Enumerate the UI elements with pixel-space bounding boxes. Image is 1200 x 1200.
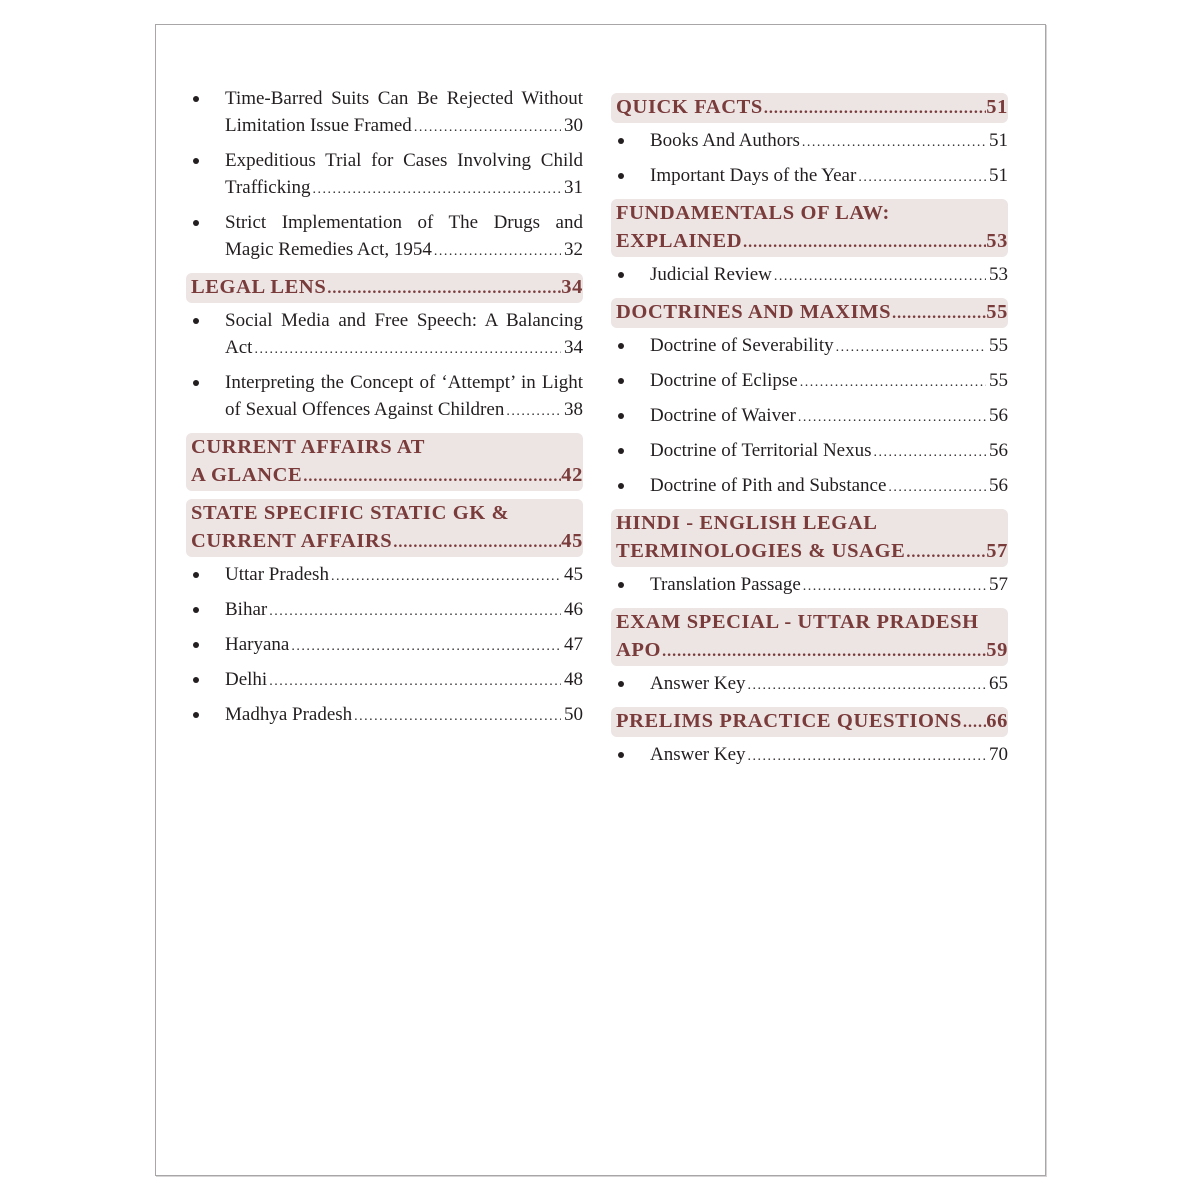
- entry-leader-line: [191, 527, 583, 557]
- bullet-icon: [618, 483, 624, 489]
- toc-section-doctrines-and-maxims[interactable]: [611, 298, 1008, 328]
- toc-entry-delhi[interactable]: [191, 666, 583, 695]
- entry-leader-line: [225, 666, 583, 695]
- page-number: 30: [564, 115, 583, 136]
- toc-entry-uttar-pradesh[interactable]: [191, 561, 583, 590]
- toc-section-state-specific-static-gk-current-affairs[interactable]: [186, 499, 583, 557]
- page-number: 59: [986, 639, 1008, 661]
- entry-leader-line: [616, 636, 1008, 666]
- entry-title: DOCTRINES AND MAXIMS: [616, 301, 892, 323]
- toc-entry-doctrine-of-pith-and-substance[interactable]: [616, 472, 1008, 501]
- toc-section-prelims-practice-questions[interactable]: [611, 707, 1008, 737]
- page-number: 46: [564, 599, 583, 620]
- entry-title-line: HINDI - ENGLISH LEGAL: [616, 512, 878, 534]
- entry-leader-line: [616, 537, 1008, 567]
- entry-leader-line: [225, 596, 583, 625]
- entry-title: Bihar: [225, 599, 268, 620]
- bullet-icon: [193, 220, 199, 226]
- toc-section-legal-lens[interactable]: [186, 273, 583, 303]
- entry-title: Uttar Pradesh: [225, 564, 329, 585]
- dot-leader: [858, 164, 986, 191]
- bullet-icon: [193, 318, 199, 324]
- dot-leader: [803, 573, 986, 600]
- page-number: 53: [989, 264, 1008, 285]
- page-number: 55: [986, 301, 1008, 323]
- entry-leader-line: [650, 670, 1008, 699]
- entry-title: Answer Key: [650, 744, 746, 765]
- dot-leader: [800, 369, 986, 396]
- entry-title: Magic Remedies Act, 1954: [225, 239, 432, 260]
- bullet-icon: [618, 448, 624, 454]
- toc-entry-time-barred-suits-can-be-rejected-without-limitation-issue-framed[interactable]: [191, 85, 583, 141]
- entry-title: Doctrine of Territorial Nexus: [650, 440, 872, 461]
- dot-leader: [331, 563, 561, 590]
- entry-leader-line: [650, 332, 1008, 361]
- bullet-icon: [618, 378, 624, 384]
- page-number: 42: [561, 464, 583, 486]
- toc-entry-books-and-authors[interactable]: [616, 127, 1008, 156]
- entry-title: Important Days of the Year: [650, 165, 857, 186]
- dot-leader: [506, 398, 561, 425]
- dot-leader: [892, 300, 986, 328]
- page-number: 45: [561, 530, 583, 552]
- page-number: 51: [989, 165, 1008, 186]
- entry-title: A GLANCE: [191, 464, 303, 486]
- toc-entry-interpreting-the-concept-of-attempt-in-light-of-sexual-offences-against-children[interactable]: [191, 369, 583, 425]
- page-number: 70: [989, 744, 1008, 765]
- entry-leader-line: [225, 334, 583, 363]
- bullet-icon: [193, 677, 199, 683]
- toc-section-quick-facts[interactable]: [611, 93, 1008, 123]
- page-number: 38: [564, 399, 583, 420]
- page-number: 56: [989, 405, 1008, 426]
- entry-title: Limitation Issue Framed: [225, 115, 412, 136]
- bullet-icon: [618, 272, 624, 278]
- entry-title: Judicial Review: [650, 264, 772, 285]
- entry-title: Act: [225, 337, 253, 358]
- entry-leader-line: [225, 631, 583, 660]
- entry-leader-line: [191, 461, 583, 491]
- page-number: 48: [564, 669, 583, 690]
- entry-title: Doctrine of Pith and Substance: [650, 475, 887, 496]
- dot-leader: [748, 672, 986, 699]
- dot-leader: [963, 709, 986, 737]
- entry-leader-line: [650, 571, 1008, 600]
- bullet-icon: [193, 380, 199, 386]
- entry-title: Haryana: [225, 634, 290, 655]
- dot-leader: [802, 129, 986, 156]
- entry-title: PRELIMS PRACTICE QUESTIONS: [616, 710, 962, 732]
- entry-title-line: Social Media and Free Speech: A Balancing: [225, 310, 583, 331]
- dot-leader: [414, 114, 561, 141]
- dot-leader: [874, 439, 987, 466]
- dot-leader: [269, 668, 561, 695]
- bullet-icon: [618, 582, 624, 588]
- toc-entry-social-media-and-free-speech-a-balancing-act[interactable]: [191, 307, 583, 363]
- dot-leader: [764, 95, 986, 123]
- dot-leader: [906, 539, 986, 567]
- entry-leader-line: [225, 236, 583, 265]
- page-number: 32: [564, 239, 583, 260]
- entry-title: LEGAL LENS: [191, 276, 327, 298]
- toc-entry-answer-key[interactable]: [616, 670, 1008, 699]
- entry-title-line: Expeditious Trial for Cases Involving Child: [225, 150, 583, 171]
- entry-title: Books And Authors: [650, 130, 800, 151]
- dot-leader: [662, 638, 986, 666]
- page-number: 53: [986, 230, 1008, 252]
- bullet-icon: [193, 712, 199, 718]
- entry-title: Delhi: [225, 669, 268, 690]
- entry-leader-line: [650, 367, 1008, 396]
- toc-entry-judicial-review[interactable]: [616, 261, 1008, 290]
- dot-leader: [836, 334, 986, 361]
- page-number: 56: [989, 440, 1008, 461]
- toc-entry-strict-implementation-of-the-drugs-and-magic-remedies-act-1954[interactable]: [191, 209, 583, 265]
- toc-entry-doctrine-of-waiver[interactable]: [616, 402, 1008, 431]
- entry-leader-line: [225, 174, 583, 203]
- toc-entry-madhya-pradesh[interactable]: [191, 701, 583, 730]
- dot-leader: [269, 598, 561, 625]
- entry-title: CURRENT AFFAIRS: [191, 530, 393, 552]
- bullet-icon: [618, 681, 624, 687]
- page-number: 66: [986, 710, 1008, 732]
- toc-section-exam-special-uttar-pradesh-apo[interactable]: [611, 608, 1008, 666]
- entry-title: Doctrine of Eclipse: [650, 370, 798, 391]
- toc-section-fundamentals-of-law-explained[interactable]: [611, 199, 1008, 257]
- dot-leader: [393, 529, 561, 557]
- page-number: 57: [989, 574, 1008, 595]
- entry-title: Madhya Pradesh: [225, 704, 353, 725]
- entry-title: TERMINOLOGIES & USAGE: [616, 540, 906, 562]
- toc-right-column: [616, 85, 1008, 776]
- entry-leader-line: [650, 437, 1008, 466]
- toc-section-current-affairs-at-a-glance[interactable]: [186, 433, 583, 491]
- toc-entry-doctrine-of-eclipse[interactable]: [616, 367, 1008, 396]
- entry-leader-line: [616, 227, 1008, 257]
- dot-leader: [774, 263, 986, 290]
- bullet-icon: [618, 138, 624, 144]
- dot-leader: [888, 474, 986, 501]
- page-number: 65: [989, 673, 1008, 694]
- bullet-icon: [193, 642, 199, 648]
- bullet-icon: [618, 343, 624, 349]
- entry-leader-line: [191, 273, 583, 303]
- entry-title-line: FUNDAMENTALS OF LAW:: [616, 202, 890, 224]
- page-number: 47: [564, 634, 583, 655]
- entry-title-line: STATE SPECIFIC STATIC GK &: [191, 502, 510, 524]
- entry-title-line: EXAM SPECIAL - UTTAR PRADESH: [616, 611, 979, 633]
- entry-leader-line: [650, 741, 1008, 770]
- entry-leader-line: [225, 561, 583, 590]
- entry-title: EXPLAINED: [616, 230, 743, 252]
- bullet-icon: [193, 607, 199, 613]
- toc-entry-doctrine-of-territorial-nexus[interactable]: [616, 437, 1008, 466]
- page-number: 51: [989, 130, 1008, 151]
- entry-leader-line: [650, 127, 1008, 156]
- entry-title: Trafficking: [225, 177, 311, 198]
- dot-leader: [748, 743, 986, 770]
- entry-leader-line: [225, 701, 583, 730]
- dot-leader: [434, 238, 561, 265]
- bullet-icon: [618, 752, 624, 758]
- bullet-icon: [193, 158, 199, 164]
- entry-title: Doctrine of Waiver: [650, 405, 796, 426]
- toc-entry-translation-passage[interactable]: [616, 571, 1008, 600]
- entry-leader-line: [225, 396, 583, 425]
- page-number: 57: [986, 540, 1008, 562]
- dot-leader: [254, 336, 561, 363]
- page-number: 55: [989, 370, 1008, 391]
- dot-leader: [798, 404, 986, 431]
- entry-leader-line: [225, 112, 583, 141]
- page-number: 50: [564, 704, 583, 725]
- dot-leader: [303, 463, 561, 491]
- entry-title-line: Interpreting the Concept of ‘Attempt’ in Light: [225, 372, 583, 393]
- dot-leader: [313, 176, 562, 203]
- entry-title: Doctrine of Severability: [650, 335, 834, 356]
- dot-leader: [291, 633, 561, 660]
- page-number: 45: [564, 564, 583, 585]
- toc-entry-doctrine-of-severability[interactable]: [616, 332, 1008, 361]
- bullet-icon: [618, 173, 624, 179]
- bullet-icon: [193, 96, 199, 102]
- toc-section-hindi-english-legal-terminologies-usage[interactable]: [611, 509, 1008, 567]
- entry-title-line: CURRENT AFFAIRS AT: [191, 436, 426, 458]
- page-number: 31: [564, 177, 583, 198]
- toc-entry-answer-key[interactable]: [616, 741, 1008, 770]
- toc-entry-haryana[interactable]: [191, 631, 583, 660]
- dot-leader: [354, 703, 561, 730]
- page-number: 56: [989, 475, 1008, 496]
- dot-leader: [327, 275, 561, 303]
- toc-entry-important-days-of-the-year[interactable]: [616, 162, 1008, 191]
- entry-title: Translation Passage: [650, 574, 801, 595]
- page-number: 34: [561, 276, 583, 298]
- page-number: 55: [989, 335, 1008, 356]
- entry-leader-line: [650, 261, 1008, 290]
- entry-leader-line: [616, 707, 1008, 737]
- toc-entry-bihar[interactable]: [191, 596, 583, 625]
- entry-title-line: Time-Barred Suits Can Be Rejected Without: [225, 88, 583, 109]
- entry-leader-line: [650, 472, 1008, 501]
- toc-page: [155, 24, 1046, 1176]
- page-number: 51: [986, 96, 1008, 118]
- entry-leader-line: [650, 402, 1008, 431]
- dot-leader: [743, 229, 986, 257]
- entry-title: Answer Key: [650, 673, 746, 694]
- entry-title-line: Strict Implementation of The Drugs and: [225, 212, 583, 233]
- entry-title: QUICK FACTS: [616, 96, 763, 118]
- entry-leader-line: [616, 93, 1008, 123]
- entry-leader-line: [616, 298, 1008, 328]
- toc-left-column: [191, 85, 583, 736]
- entry-title: APO: [616, 639, 662, 661]
- toc-entry-expeditious-trial-for-cases-involving-child-trafficking[interactable]: [191, 147, 583, 203]
- entry-title: of Sexual Offences Against Children: [225, 399, 505, 420]
- page-number: 34: [564, 337, 583, 358]
- bullet-icon: [193, 572, 199, 578]
- bullet-icon: [618, 413, 624, 419]
- entry-leader-line: [650, 162, 1008, 191]
